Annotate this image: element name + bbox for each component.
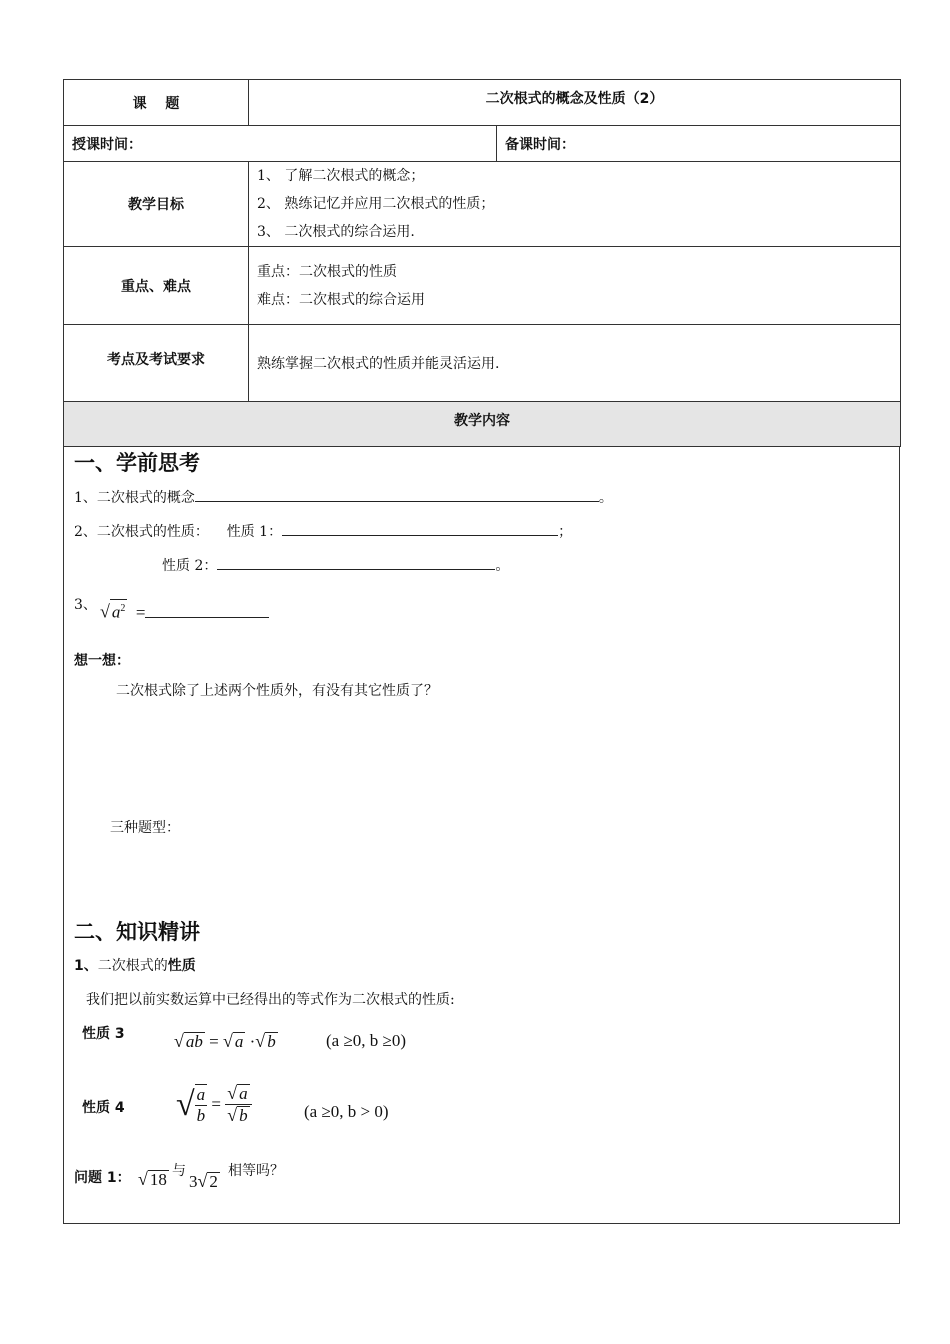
teaching-content xyxy=(63,447,900,1224)
section2-title: 二、知识精讲 xyxy=(74,920,200,944)
prop3-a: a xyxy=(234,1032,244,1051)
prop4-den: b xyxy=(196,1105,206,1125)
q1-prefix: 1、二次根式的概念 xyxy=(74,490,195,506)
q3-exp: 2 xyxy=(120,603,126,615)
sub-text: 二次根式的 xyxy=(97,958,168,974)
prop3-label: 性质 3 xyxy=(82,1026,125,1042)
three-types: 三种题型： xyxy=(110,820,180,836)
question-1 xyxy=(74,487,613,507)
q2-prop2-label: 性质 2： xyxy=(162,558,218,574)
q2-prefix: 2、二次根式的性质： xyxy=(74,524,209,540)
goals-list xyxy=(249,162,901,247)
question1-label: 问题 1： xyxy=(74,1170,131,1186)
q2-prop1-label: 性质 1： xyxy=(226,524,283,540)
q3-eq: = xyxy=(135,603,146,622)
prop4-num: a xyxy=(196,1084,206,1104)
difficulty: 难点：二次根式的综合运用 xyxy=(257,291,425,308)
intro-text: 我们把以前实数运算中已经得出的等式作为二次根式的性质: xyxy=(86,992,455,1008)
q2-prop2-suffix: 。 xyxy=(495,558,510,574)
prop4-rden: b xyxy=(239,1106,248,1125)
think-label: 想一想： xyxy=(74,653,130,669)
q1-radicand-2: 2 xyxy=(209,1172,218,1191)
goal-item: 1、 了解二次根式的概念； xyxy=(257,168,425,184)
sqrt-symbol: √ $a^2$ xyxy=(100,599,127,623)
q3-blank[interactable] xyxy=(145,597,269,618)
q1-radicand-18: 18 xyxy=(149,1170,167,1189)
q2-prop2-blank[interactable] xyxy=(217,555,495,570)
lesson-plan-page xyxy=(63,79,900,1224)
prop4-label: 性质 4 xyxy=(82,1100,125,1116)
q3-prefix: 3、 xyxy=(74,597,97,613)
prop4-eq: = xyxy=(211,1094,222,1114)
question-2-prop2 xyxy=(162,555,509,575)
q1-coef: 3 xyxy=(189,1172,198,1191)
question1-suffix: 相等吗？ xyxy=(228,1163,284,1179)
q2-prop1-blank[interactable] xyxy=(282,521,558,536)
sub-num: 1、 xyxy=(74,958,98,974)
focus-content xyxy=(249,247,901,325)
question1-mid: 与 xyxy=(172,1163,186,1179)
question-3 xyxy=(74,594,97,614)
q2-prop1-suffix: ； xyxy=(558,524,573,540)
key-point: 重点：二次根式的性质 xyxy=(257,263,397,280)
prop4-formula: √ $\frac{a}{b}$ = $\frac{√ a}{√ b}$ xyxy=(176,1083,252,1126)
q1-suffix: 。 xyxy=(598,490,613,506)
topic-value: 二次根式的概念及性质（2） xyxy=(249,80,901,126)
prop4-condition: (a ≥0, b > 0) xyxy=(304,1102,389,1121)
question-2 xyxy=(74,521,572,541)
q3-var: a xyxy=(111,603,121,622)
q1-blank[interactable] xyxy=(195,487,599,502)
question1-formula2: 3√ 2 xyxy=(189,1171,218,1191)
goal-item: 3、 二次根式的综合运用. xyxy=(257,224,415,240)
teach-time-label: 授课时间： xyxy=(64,126,497,162)
goal-item: 2、 熟练记忆并应用二次根式的性质； xyxy=(257,196,495,212)
topic-label: 课 题 xyxy=(64,80,249,126)
prop3-formula: √ ab = √ a ·√ b xyxy=(174,1031,276,1051)
exam-value: 熟练掌握二次根式的性质并能灵活运用. xyxy=(249,325,901,402)
prep-time-label: 备课时间： xyxy=(497,126,901,162)
sub-bold: 性质 xyxy=(167,958,196,974)
content-header: 教学内容 xyxy=(64,402,901,447)
sub-heading xyxy=(74,955,196,975)
focus-label: 重点、难点 xyxy=(64,247,249,325)
q3-formula xyxy=(100,597,269,623)
section1-title: 一、学前思考 xyxy=(74,451,200,475)
prop3-b: b xyxy=(267,1032,276,1051)
prop3-lhs: ab xyxy=(185,1032,203,1051)
prop3-dot: · xyxy=(249,1032,256,1051)
prop3-condition: (a ≥0, b ≥0) xyxy=(326,1031,407,1050)
prop4-rnum: a xyxy=(239,1084,248,1103)
goals-label: 教学目标 xyxy=(64,162,249,247)
lesson-info-table xyxy=(63,79,901,447)
question1-formula: √ 18 xyxy=(138,1169,167,1189)
exam-label: 考点及考试要求 xyxy=(64,325,249,402)
prop3-eq: = xyxy=(209,1032,219,1051)
think-text: 二次根式除了上述两个性质外，有没有其它性质了？ xyxy=(116,683,438,699)
